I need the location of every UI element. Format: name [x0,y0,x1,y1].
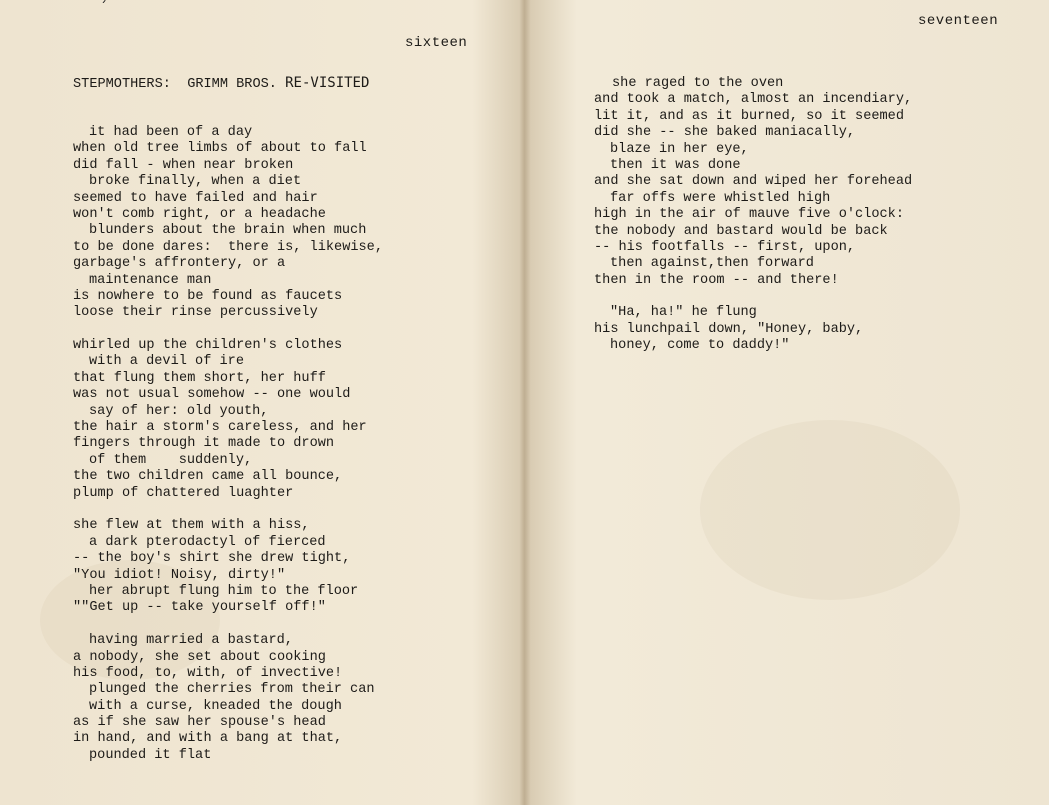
poem-line: with a devil of ire [89,354,244,370]
poem-title-main: STEPMOTHERS: GRIMM BROS. [73,77,277,92]
poem-line: and took a match, almost an incendiary, [594,92,913,108]
poem-line: garbage's affrontery, or a [73,256,286,272]
poem-line: that flung them short, her huff [73,370,326,386]
right-page [526,0,1049,805]
poem-line: she raged to the oven [612,76,784,91]
poem-line: his lunchpail down, "Honey, baby, [594,321,864,337]
poem-line: "You idiot! Noisy, dirty!" [73,567,286,583]
poem-body-continued [594,76,912,355]
poem-line: broke finally, when a diet [89,174,302,190]
poem-title [73,75,369,92]
poem-line: did fall - when near broken [73,157,294,173]
poem-line: a dark pterodactyl of fierced [89,534,326,550]
poem-line: maintenance man [89,272,212,288]
poem-line: then against,then forward [610,256,814,272]
poem-line: -- his footfalls -- first, upon, [594,239,856,255]
poem-title-tail: RE-VISITED [285,75,370,91]
poem-line: his food, to, with, of invective! [73,665,343,681]
poem-line: ""Get up -- take yourself off!" [73,600,326,616]
poem-line: with a curse, kneaded the dough [89,698,342,714]
poem-line: "Ha, ha!" he flung [610,305,757,321]
poem-line: it had been of a day [89,125,253,140]
stanza-break [73,502,383,518]
poem-line: fingers through it made to drown [73,436,335,452]
poem-line: loose their rinse percussively [73,305,318,321]
stanza-break [73,617,383,633]
poem-line: won't comb right, or a headache [73,206,326,222]
poem-line: high in the air of mauve five o'clock: [594,207,904,223]
poem-line: honey, come to daddy!" [610,338,790,354]
poem-line: the nobody and bastard would be back [594,223,888,239]
poem-line: of them suddenly, [89,452,253,468]
poem-line: the hair a storm's careless, and her [73,420,367,436]
poem-line: as if she saw her spouse's head [73,715,326,731]
poem-line: pounded it flat [89,747,212,763]
poem-line: far offs were whistled high [610,190,831,206]
poem-line: then in the room -- and there! [594,272,839,288]
poem-line: lit it, and as it burned, so it seemed [594,108,904,124]
left-page [0,0,523,805]
stanza-break [73,322,383,338]
page-number: seventeen [918,13,999,29]
poem-line: her abrupt flung him to the floor [89,583,359,599]
poem-line: blunders about the brain when much [89,223,367,239]
poem-line: and she sat down and wiped her forehead [594,174,913,190]
poem-line: is nowhere to be found as faucets [73,288,343,304]
poem-line: plunged the cherries from their can [89,682,375,698]
poem-line: blaze in her eye, [610,141,749,157]
poem-line: a nobody, she set about cooking [73,649,326,665]
pencil-mark: ˊ [100,0,107,16]
poem-line: she flew at them with a hiss, [73,518,310,534]
poem-line: then it was done [610,157,741,173]
poem-line: did she -- she baked maniacally, [594,125,856,141]
poem-line: -- the boy's shirt she drew tight, [73,551,351,567]
poem-line: when old tree limbs of about to fall [73,141,367,157]
poem-line: whirled up the children's clothes [73,338,343,354]
page-number: sixteen [405,35,468,51]
poem-line: the two children came all bounce, [73,469,343,485]
stanza-break [594,289,912,305]
poem-line: say of her: old youth, [89,403,269,419]
poem-line: in hand, and with a bang at that, [73,731,343,747]
poem-line: seemed to have failed and hair [73,190,318,206]
poem-line: was not usual somehow -- one would [73,387,351,403]
poem-body [73,125,383,764]
poem-line: having married a bastard, [89,633,293,649]
poem-line: plump of chattered luaghter [73,485,294,501]
poem-line: to be done dares: there is, likewise, [73,239,383,255]
